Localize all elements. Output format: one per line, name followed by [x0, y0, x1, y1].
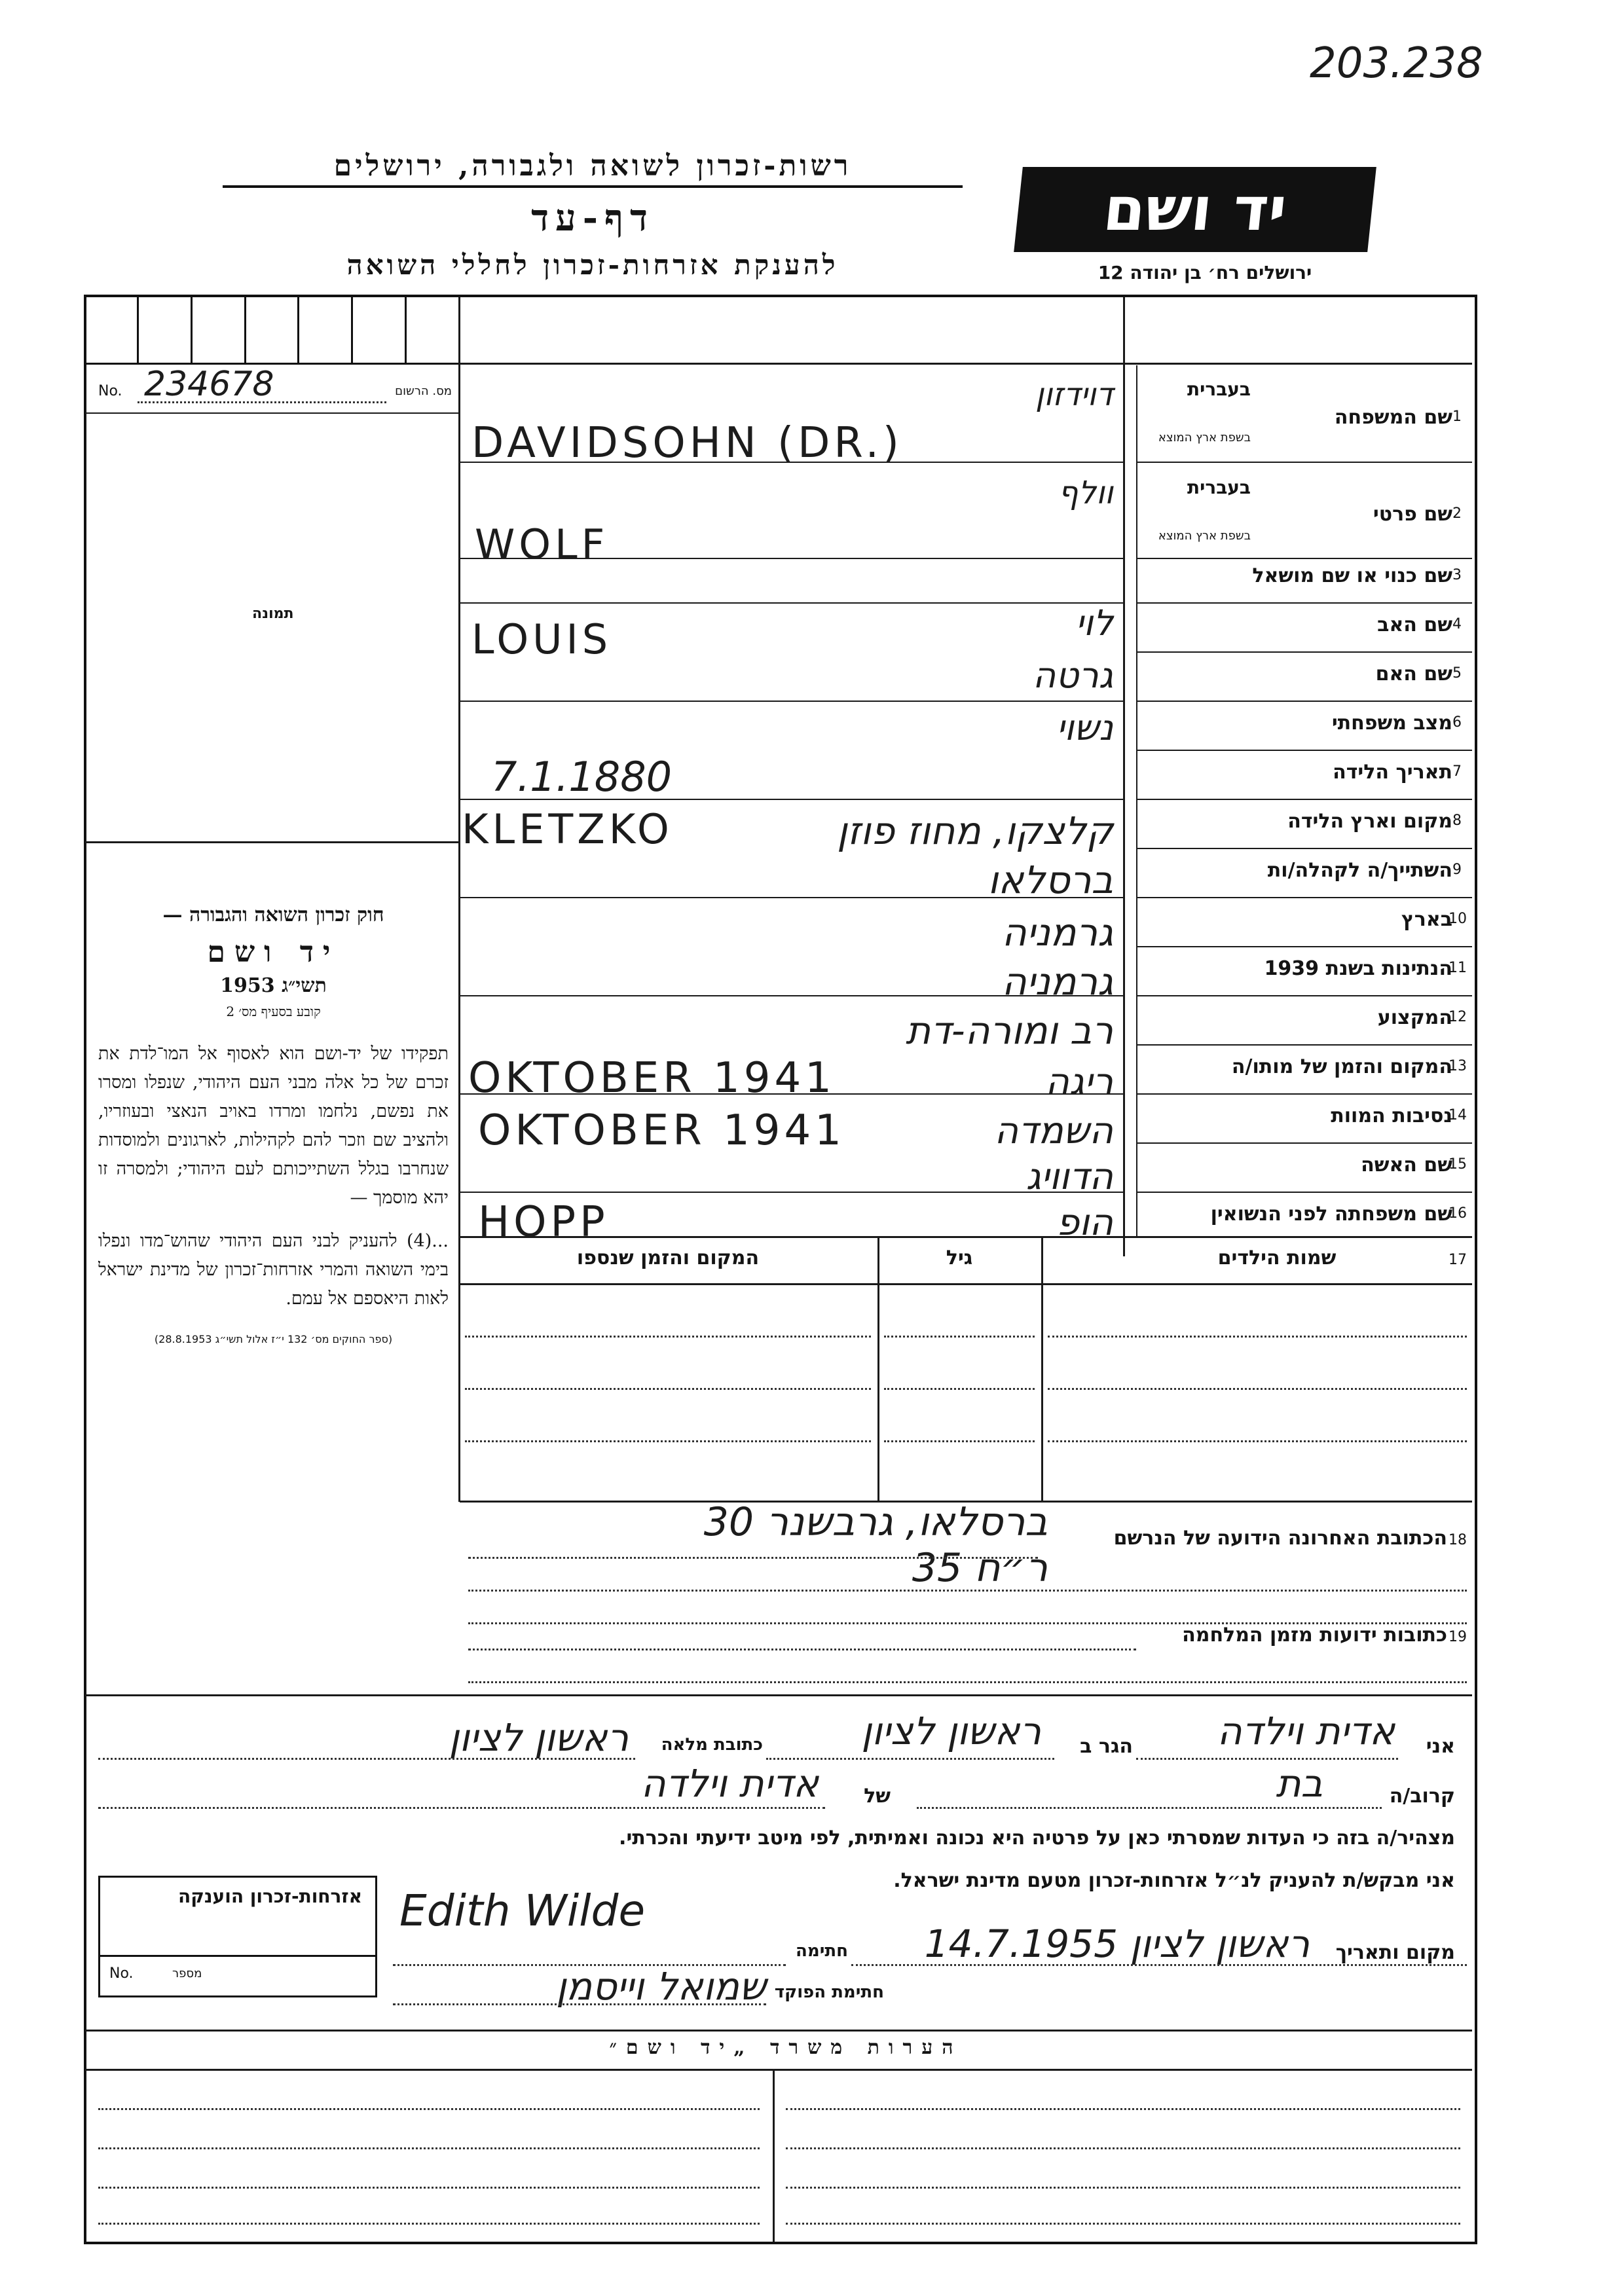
- registration-rule: [85, 412, 458, 414]
- form-title: דף-עד: [531, 196, 654, 240]
- children-col-divider-1: [877, 1236, 879, 1502]
- signature-label: חתימה: [796, 1941, 848, 1961]
- field-4-number: 4: [1452, 616, 1462, 632]
- field-2-lang-local: בשפת ארץ המוצא: [1158, 529, 1251, 543]
- field-12-value-hebrew: רב ומורה-דת: [905, 1008, 1113, 1053]
- yad-vashem-logo: יד ושם: [1014, 167, 1376, 252]
- field-1-lang-local: בשפת ארץ המוצא: [1158, 431, 1251, 445]
- relative-label: קרוב/ה: [1389, 1785, 1455, 1808]
- field-10-label: בארץ: [1401, 908, 1452, 931]
- field-9-label: השתייך/ה לקהלה/ות: [1267, 859, 1452, 882]
- field-2-label: שם פרטי: [1373, 503, 1452, 526]
- children-col-divider-2: [1041, 1236, 1043, 1502]
- registration-label: מס. הרשום: [395, 384, 452, 398]
- label-column-inner-divider: [1136, 365, 1137, 1236]
- label-column-divider: [1123, 297, 1125, 1256]
- relative-value: בת: [1276, 1761, 1323, 1806]
- field-4-value-hebrew: לוי: [1075, 602, 1113, 644]
- field-14-value-hebrew: השמדה: [994, 1110, 1113, 1152]
- of-label: של: [864, 1785, 891, 1808]
- citizenship-number-label: No.: [109, 1965, 134, 1982]
- field-17-number: 17: [1449, 1252, 1467, 1268]
- law-title: חוק זכרון השואה והגבורה —: [162, 903, 384, 926]
- left-column-divider: [458, 297, 460, 1502]
- field-13-label: המקום והזמן של מותו/ה: [1231, 1055, 1452, 1078]
- field-16-value-hebrew: הופ: [1056, 1201, 1113, 1244]
- field-13-value-latin: OKTOBER 1941: [468, 1054, 836, 1102]
- field-2-value-latin: WOLF: [475, 520, 609, 568]
- field-4-label: שם האב: [1377, 613, 1452, 636]
- field-16-label: שם משפחתה לפני הנשואין: [1210, 1203, 1452, 1226]
- field-1-lang-hebrew: בעברית: [1187, 378, 1251, 400]
- top-cells-strip: [85, 297, 458, 365]
- children-col-names: שמות הילדים: [1217, 1247, 1337, 1269]
- place-date-value: ראשון לציון 14.7.1955: [924, 1922, 1310, 1966]
- field-1-value-latin: DAVIDSOHN (DR.): [471, 419, 903, 467]
- of-value: אדית וילדה: [640, 1761, 819, 1806]
- law-box: [98, 903, 449, 1345]
- field-15-value-hebrew: הדוויג: [1025, 1156, 1113, 1198]
- declarant-signature: Edith Wilde: [399, 1886, 646, 1936]
- field-7-label: תאריך הלידה: [1333, 761, 1452, 784]
- field-10-value-hebrew: גרמניה: [1001, 910, 1113, 955]
- field-19-label: כתובות ידועות מזמן המלחמה: [1182, 1624, 1447, 1647]
- declaration-top-rule: [85, 1694, 1472, 1696]
- field-5-number: 5: [1452, 665, 1462, 682]
- authority-name: רשות-זכרון לשואה ולגבורה, ירושלים: [223, 149, 963, 188]
- declaration-request: אני מבקש/ת להעניק לנ״ל אזרחות-זכרון מטעם מדינת ישראל.: [893, 1869, 1455, 1892]
- registration-box: [98, 365, 452, 409]
- field-9-value-hebrew: ברסלאו: [987, 858, 1113, 902]
- field-1-rule: [1137, 462, 1472, 463]
- children-col-age: גיל: [946, 1247, 973, 1269]
- field-7-number: 7: [1452, 763, 1462, 780]
- institution-address: ירושלים רח׳ בן יהודה 12: [1098, 262, 1312, 283]
- law-body-2: ...(4) להעניק לבני העם היהודי שהוש־מדו ונפלו בימי השואה והמרי אזרחות־זכרון של מדינת ישראל לאות היאספם אל עמם.: [98, 1231, 449, 1309]
- field-8-value-latin: KLETZKO: [462, 805, 673, 853]
- form-subtitle: להענקת אזרחות-זכרון לחללי השואה: [346, 249, 839, 281]
- field-3-number: 3: [1452, 567, 1462, 583]
- field-13-number: 13: [1449, 1058, 1467, 1074]
- field-19-number: 19: [1449, 1629, 1467, 1645]
- field-12-number: 12: [1449, 1009, 1467, 1025]
- field-5-value-hebrew: גרטה: [1032, 655, 1113, 696]
- field-11-value-hebrew: גרמניה: [1001, 959, 1113, 1004]
- officer-label: חתימת הפוקד: [774, 1982, 884, 2002]
- resident-value: ראשון לציון: [861, 1709, 1041, 1753]
- field-9-number: 9: [1452, 862, 1462, 878]
- field-6-number: 6: [1452, 714, 1462, 731]
- place-date-label: מקום ותאריך: [1335, 1941, 1455, 1964]
- field-8-label: מקום וארץ הלידה: [1287, 810, 1452, 833]
- field-6-value-hebrew: נשוי: [1056, 707, 1113, 748]
- field-4-value-latin: LOUIS: [471, 615, 612, 663]
- field-8-number: 8: [1452, 812, 1462, 829]
- office-notes-top-rule: [85, 2030, 1472, 2032]
- field-8-value-hebrew: קלצקו, מחוז פוזן: [837, 809, 1113, 853]
- field-18-number: 18: [1449, 1532, 1467, 1548]
- citizenship-number-label-he: מספר: [172, 1967, 202, 1980]
- declarant-name: אדית וילדה: [1217, 1709, 1395, 1753]
- law-name: יד ושם: [207, 936, 340, 969]
- field-3-label: שם כנוי או שם מושאל: [1252, 564, 1452, 587]
- field-1-value-hebrew: דוידזון: [1035, 376, 1113, 413]
- field-2-value-hebrew: וולף: [1058, 475, 1113, 511]
- law-year: תשי״ג 1953: [220, 974, 327, 997]
- archive-number: 203.238: [1310, 39, 1483, 88]
- citizenship-box-title: אזרחות-זכרון הוענקה: [178, 1886, 362, 1907]
- registration-prefix: No.: [98, 383, 122, 399]
- field-18-value: ברסלאו, גרבשנר 30 ר״ח 35: [703, 1499, 1048, 1591]
- office-notes-title: הערות משרד „יד ושם״: [609, 2036, 963, 2059]
- field-16-value-latin: HOPP: [478, 1198, 609, 1247]
- registration-number: 234678: [144, 365, 274, 404]
- field-15-number: 15: [1449, 1156, 1467, 1173]
- law-source: (ספר החוקים מס׳ 132 י״ז אלול תשי״ג 28.8.1953): [154, 1333, 393, 1345]
- field-11-label: הנתינות בשנת 1939: [1264, 957, 1452, 980]
- declaration-statement: מצהיר/ה בזה כי העדות שמסרתי כאן על פרטיה היא נכונה ואמיתית, לפי מיטב ידיעתי והכרתי.: [619, 1827, 1455, 1850]
- resident-label: הגר ב: [1080, 1735, 1133, 1758]
- field-18-label: הכתובת האחרונה הידועה של הנרשם: [1113, 1527, 1447, 1550]
- field-12-label: המקצוע: [1377, 1006, 1452, 1029]
- declaration-ani: אני: [1426, 1735, 1455, 1758]
- field-11-number: 11: [1449, 960, 1467, 976]
- law-body: תפקידו של יד-ושם הוא לאסוף אל המו־לדת את זכרם של כל אלה מבני העם היהודי, שנפלו ומסרו את נפשם, נלחמו ומרדו באויב הנאצי ובעוזריו, ולהציב שם וזכר להם לקהילות, לארגונים ולמוסדות שנחרבו בגלל השתייכותם לעם היהודי; ולמסרה זו יהא מוסמך —: [98, 1044, 449, 1208]
- citizenship-box: [98, 1876, 377, 1997]
- field-14-value-latin: OKTOBER 1941: [478, 1106, 845, 1155]
- field-2-number: 2: [1452, 505, 1462, 522]
- top-strip-rule: [458, 363, 1472, 365]
- field-5-label: שם האם: [1375, 663, 1452, 685]
- address-value: ראשון לציון: [449, 1715, 629, 1760]
- photo-area-bottom: [85, 841, 458, 843]
- field-2-rule: [1137, 558, 1472, 559]
- office-notes-header-rule: [85, 2069, 1472, 2071]
- field-6-label: מצב משפחתי: [1331, 712, 1452, 735]
- photo-label: תמונה: [252, 606, 294, 622]
- law-clause: קובע בסעיף מס׳ 2: [226, 1004, 321, 1019]
- field-13-value-hebrew: ריגה: [1045, 1061, 1113, 1103]
- field-1-label: שם המשפחה: [1334, 406, 1452, 429]
- field-14-number: 14: [1449, 1107, 1467, 1123]
- children-col-place-time: המקום והזמן שנספו: [576, 1247, 760, 1269]
- officer-signature: שמואל וייסמן: [555, 1964, 766, 2009]
- address-label: כתובת מלאה: [661, 1735, 763, 1755]
- field-7-value-latin: 7.1.1880: [491, 753, 673, 801]
- field-15-label: שם האשה: [1361, 1154, 1452, 1176]
- office-notes-divider: [773, 2069, 775, 2242]
- children-header-rule: [460, 1283, 1472, 1285]
- field-10-number: 10: [1449, 911, 1467, 927]
- field-14-label: נסיבות המוות: [1331, 1104, 1452, 1127]
- field-16-number: 16: [1449, 1205, 1467, 1222]
- field-1-number: 1: [1452, 409, 1462, 425]
- field-2-lang-hebrew: בעברית: [1187, 477, 1251, 498]
